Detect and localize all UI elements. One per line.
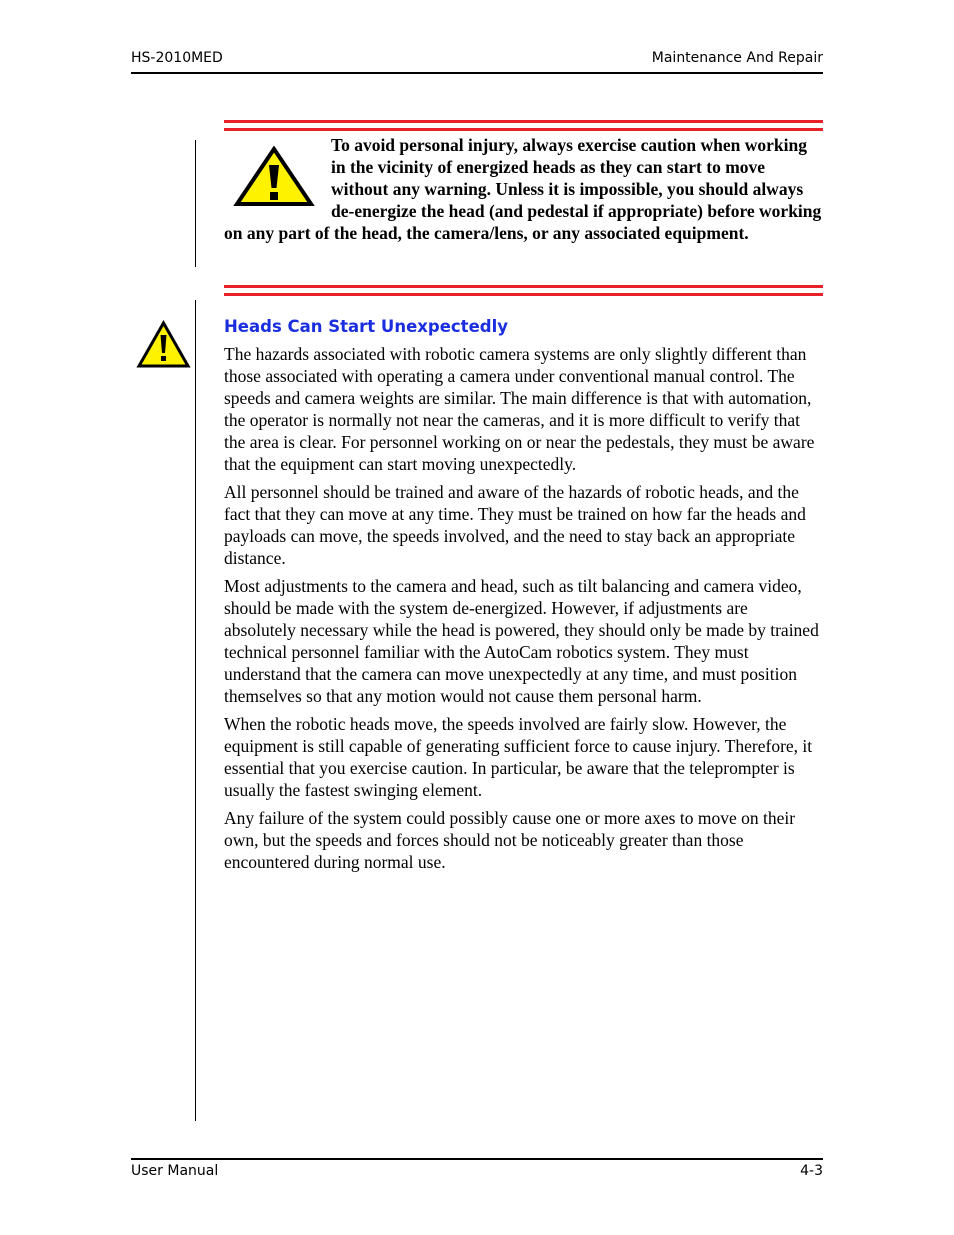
footer-doc-type: User Manual: [131, 1163, 219, 1179]
header-doc-id: HS-2010MED: [131, 50, 223, 66]
footer-page-number: 4-3: [800, 1163, 823, 1179]
paragraph: All personnel should be trained and aware of the hazards of robotic heads, and the fact that they can move at any time. They must be trained on how far the heads and payloads can move, the speeds involved, and the need to stay back an appropriate distance.: [224, 482, 806, 568]
margin-bar-warning: [195, 140, 196, 267]
warning-message: [224, 134, 823, 244]
paragraph: The hazards associated with robotic camera systems are only slightly different than those associated with operating a camera under conventional manual control. The speeds and camera weights are similar. The main difference is that with automation, the operator is normally not near the cameras, and it is more difficult to verify that the area is clear. For personnel working on or near the pedestals, they must be aware that the equipment can start moving unexpectedly.: [224, 344, 815, 474]
margin-bar-section: [195, 300, 196, 1121]
section-heading: Heads Can Start Unexpectedly: [224, 317, 508, 336]
page-header: [131, 50, 823, 74]
caution-triangle-icon: [136, 320, 191, 370]
paragraph: When the robotic heads move, the speeds involved are fairly slow. However, the equipment is still capable of generating sufficient force to cause injury. Therefore, it essential that you exercise caution. In particular, be aware that the teleprompter is usually the fastest swinging element.: [224, 714, 813, 800]
warning-top-rule: [224, 120, 823, 131]
header-chapter-title: Maintenance And Repair: [651, 50, 823, 66]
warning-bottom-rule: [224, 285, 823, 296]
paragraph: Any failure of the system could possibly cause one or more axes to move on their own, but the speeds and forces should not be noticeably greater than those encountered during normal use.: [224, 808, 796, 872]
page-footer: [131, 1158, 823, 1179]
warning-message-text: To avoid personal injury, always exercise caution when working in the vicinity of energized heads as they can start to move without any warning. Unless it is impossible, you should always de-energize the head (and pedestal if appropriate) before working on any part of the head, the camera/lens, or any associated equipment.: [224, 135, 822, 243]
paragraph: Most adjustments to the camera and head, such as tilt balancing and camera video, should be made with the system de-energized. However, if adjustments are absolutely necessary while the head is powered, they should only be made by trained technical personnel familiar with the AutoCam robotics system. They must understand that the camera can move unexpectedly at any time, and must position themselves so that any motion would not cause them personal harm.: [224, 576, 819, 706]
section-body: [224, 343, 823, 879]
